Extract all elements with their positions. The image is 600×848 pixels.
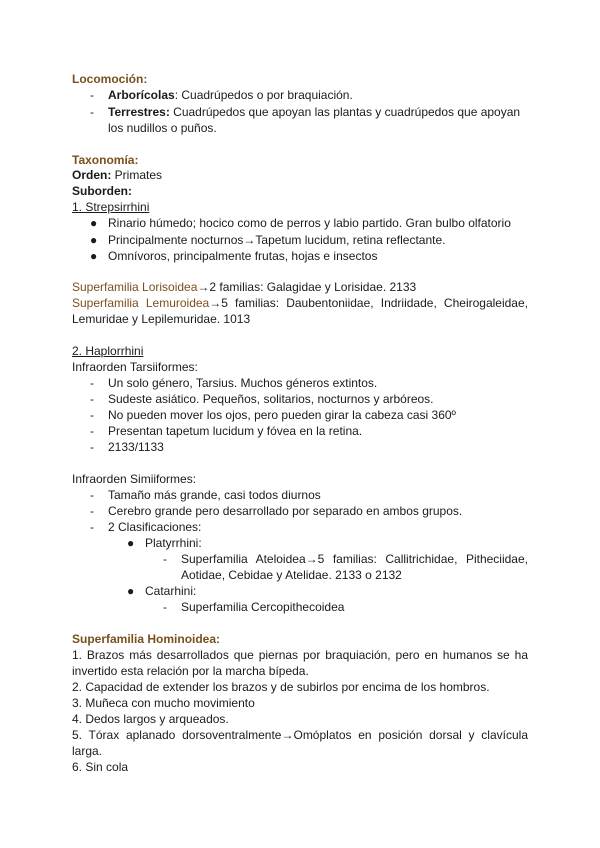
list-dash: - (90, 424, 94, 438)
superfamilia-lemuroidea-continuation: Lemuridae y Lepilemuridae. 1013 (72, 312, 251, 326)
list-item: Arborícolas: Cuadrúpedos o por braquiación. (108, 88, 353, 102)
strepsirrhini-heading: 1. Strepsirrhini (72, 200, 150, 214)
orden-line: Orden: Primates (72, 168, 163, 182)
list-dash: - (90, 392, 94, 406)
superfamilia-lorisoidea: Superfamilia Lorisoidea→2 familias: Galagidae y Lorisidae. 2133 (72, 280, 417, 294)
list-item: Un solo género, Tarsius. Muchos géneros extintos. (108, 376, 378, 390)
list-dash: - (90, 488, 94, 502)
list-item: 2133/1133 (108, 440, 164, 454)
superfamilia-cercopithecoidea: Superfamilia Cercopithecoidea (181, 600, 345, 614)
list-dash: - (90, 105, 94, 119)
hominoidea-item-continuation: invertido esta relación por la marcha bípeda. (72, 664, 309, 678)
superfamilia-lemuroidea: Superfamilia Lemuroidea→5 familias: Daubentoniidae, Indriidade, Cheirogaleidae, (72, 296, 528, 310)
platyrrhini-label: Platyrrhini: (145, 536, 202, 550)
list-item: Presentan tapetum lucidum y fóvea en la retina. (108, 424, 363, 438)
list-item-continuation: los nudillos o puños. (108, 121, 217, 135)
list-dash: - (163, 600, 167, 614)
list-item: 2 Clasificaciones: (108, 520, 202, 534)
list-item: Tamaño más grande, casi todos diurnos (108, 488, 321, 502)
list-dash: - (90, 408, 94, 422)
bullet-icon: ● (90, 249, 98, 263)
superfamilia-ateloidea-continuation: Aotidae, Cebidae y Atelidae. 2133 o 2132 (181, 568, 402, 582)
list-item: Omnívoros, principalmente frutas, hojas e insectos (108, 249, 378, 263)
list-item: Terrestres: Cuadrúpedos que apoyan las plantas y cuadrúpedos que apoyan (108, 105, 521, 119)
heading-hominoidea: Superfamilia Hominoidea: (72, 632, 221, 646)
list-item: Sudeste asiático. Pequeños, solitarios, nocturnos y arbóreos. (108, 392, 434, 406)
hominoidea-item: 4. Dedos largos y arqueados. (72, 712, 229, 726)
list-item: Rinario húmedo; hocico como de perros y labio partido. Gran bulbo olfatorio (108, 216, 511, 230)
list-item: Cerebro grande pero desarrollado por separado en ambos grupos. (108, 504, 463, 518)
infraorden-tarsiiformes: Infraorden Tarsiiformes: (72, 360, 198, 374)
bullet-icon: ● (90, 233, 98, 247)
hominoidea-item: 1. Brazos más desarrollados que piernas por braquiación, pero en humanos se ha (72, 648, 528, 662)
hominoidea-item-continuation: larga. (72, 744, 103, 758)
list-dash: - (163, 552, 167, 566)
haplorrhini-heading: 2. Haplorrhini (72, 344, 144, 358)
list-dash: - (90, 520, 94, 534)
list-dash: - (90, 504, 94, 518)
list-item: Principalmente nocturnos→Tapetum lucidum, retina reflectante. (108, 233, 446, 247)
bullet-icon: ● (127, 536, 135, 550)
catarhini-label: Catarhini: (145, 584, 197, 598)
heading-locomocion: Locomoción: (72, 72, 148, 86)
term: Arborícolas (108, 88, 175, 102)
suborden-label: Suborden: (72, 184, 132, 198)
heading-taxonomia: Taxonomía: (72, 153, 139, 167)
term: Terrestres: (108, 105, 170, 119)
list-dash: - (90, 440, 94, 454)
superfamilia-ateloidea: Superfamilia Ateloidea→5 familias: Callitrichidae, Pitheciidae, (181, 552, 528, 566)
list-dash: - (90, 376, 94, 390)
bullet-icon: ● (127, 584, 135, 598)
hominoidea-item: 6. Sin cola (72, 760, 129, 774)
hominoidea-item: 2. Capacidad de extender los brazos y de subirlos por encima de los hombros. (72, 680, 490, 694)
bullet-icon: ● (90, 216, 98, 230)
list-dash: - (90, 88, 94, 102)
hominoidea-item: 5. Tórax aplanado dorsoventralmente→Omóplatos en posición dorsal y clavícula (72, 728, 528, 742)
hominoidea-item: 3. Muñeca con mucho movimiento (72, 696, 255, 710)
infraorden-simiiformes: Infraorden Simiiformes: (72, 472, 197, 486)
list-item: No pueden mover los ojos, pero pueden girar la cabeza casi 360º (108, 408, 456, 422)
